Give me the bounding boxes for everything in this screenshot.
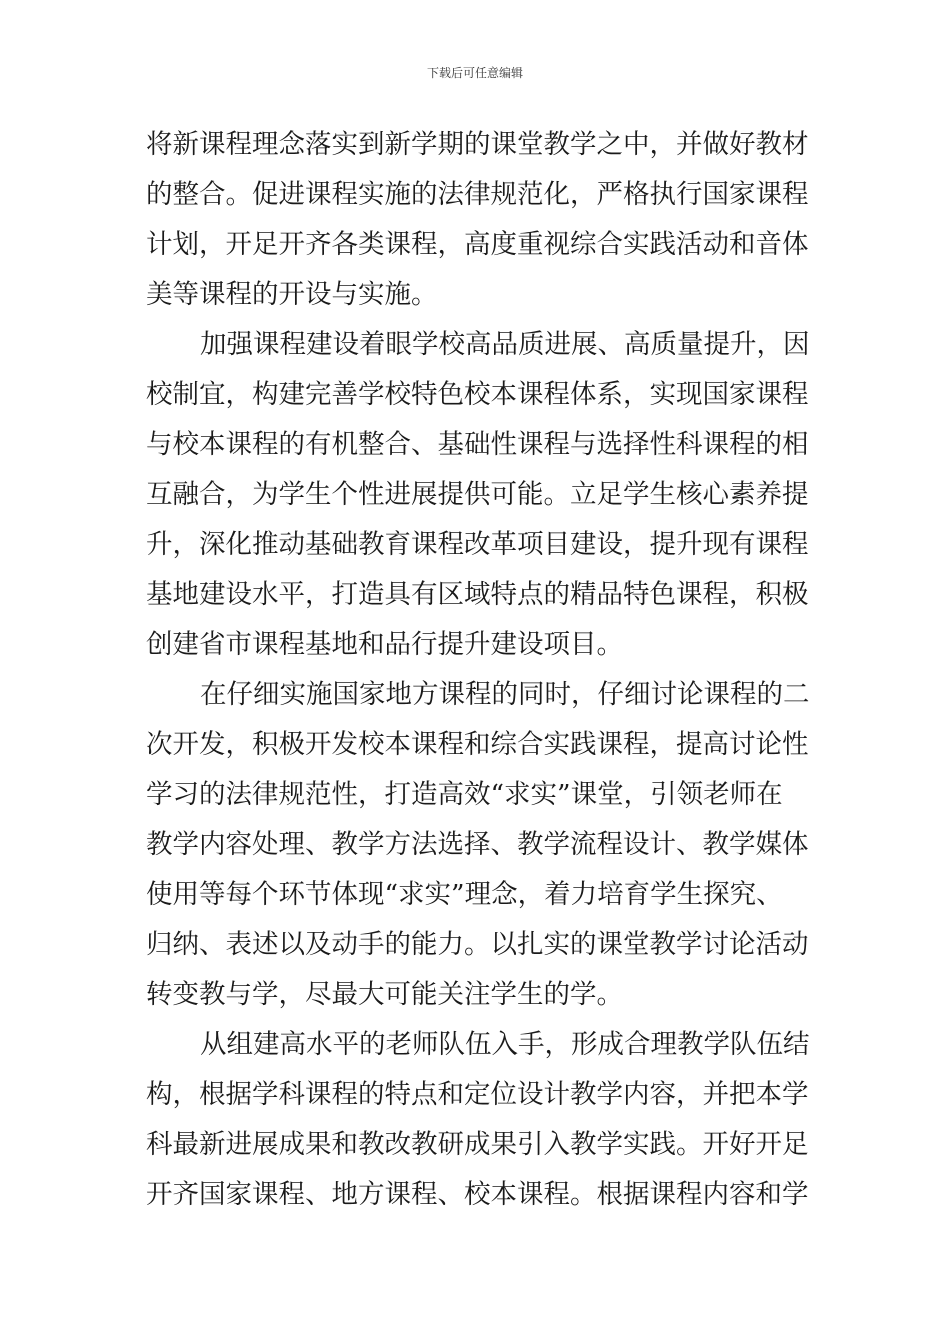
text-line: 美等课程的开设与实施。 xyxy=(146,279,438,310)
text-line: 计划，开足开齐各类课程，高度重视综合实践活动和音体 xyxy=(146,229,809,260)
text-line: 归纳、表述以及动手的能力。以扎实的课堂教学讨论活动 xyxy=(146,929,809,960)
text-line: 校制宜，构建完善学校特色校本课程体系，实现国家课程 xyxy=(146,379,809,410)
page-header: 下载后可任意编辑 xyxy=(426,66,523,80)
text-line: 升，深化推动基础教育课程改革项目建设，提升现有课程 xyxy=(146,529,809,560)
paragraph-2 xyxy=(146,320,816,670)
text-line-first: 在仔细实施国家地方课程的同时，仔细讨论课程的二 xyxy=(200,679,810,710)
document-body xyxy=(146,120,816,1220)
paragraph-3 xyxy=(146,670,816,1020)
text-line: 将新课程理念落实到新学期的课堂教学之中，并做好教材 xyxy=(146,129,809,160)
text-line: 使用等每个环节体现“求实”理念，着力培育学生探究、 xyxy=(146,879,783,910)
text-line: 开齐国家课程、地方课程、校本课程。根据课程内容和学 xyxy=(146,1179,809,1210)
text-line: 转变教与学，尽最大可能关注学生的学。 xyxy=(146,979,623,1010)
paragraph-1 xyxy=(146,120,816,320)
text-line: 互融合，为学生个性进展提供可能。立足学生核心素养提 xyxy=(146,479,809,510)
text-line-first: 加强课程建设着眼学校高品质进展、高质量提升，因 xyxy=(200,329,810,360)
paragraph-4 xyxy=(146,1020,816,1220)
text-line: 构，根据学科课程的特点和定位设计教学内容，并把本学 xyxy=(146,1079,809,1110)
text-line: 科最新进展成果和教改教研成果引入教学实践。开好开足 xyxy=(146,1129,809,1160)
text-line: 的整合。促进课程实施的法律规范化，严格执行国家课程 xyxy=(146,179,809,210)
text-line: 教学内容处理、教学方法选择、教学流程设计、教学媒体 xyxy=(146,829,809,860)
text-line: 基地建设水平，打造具有区域特点的精品特色课程，积极 xyxy=(146,579,809,610)
text-line: 创建省市课程基地和品行提升建设项目。 xyxy=(146,629,623,660)
text-line: 与校本课程的有机整合、基础性课程与选择性科课程的相 xyxy=(146,429,809,460)
text-line: 次开发，积极开发校本课程和综合实践课程，提高讨论性 xyxy=(146,729,809,760)
text-line: 学习的法律规范性，打造高效“求实”课堂，引领老师在 xyxy=(146,779,783,810)
text-line-first: 从组建高水平的老师队伍入手，形成合理教学队伍结 xyxy=(200,1029,810,1060)
